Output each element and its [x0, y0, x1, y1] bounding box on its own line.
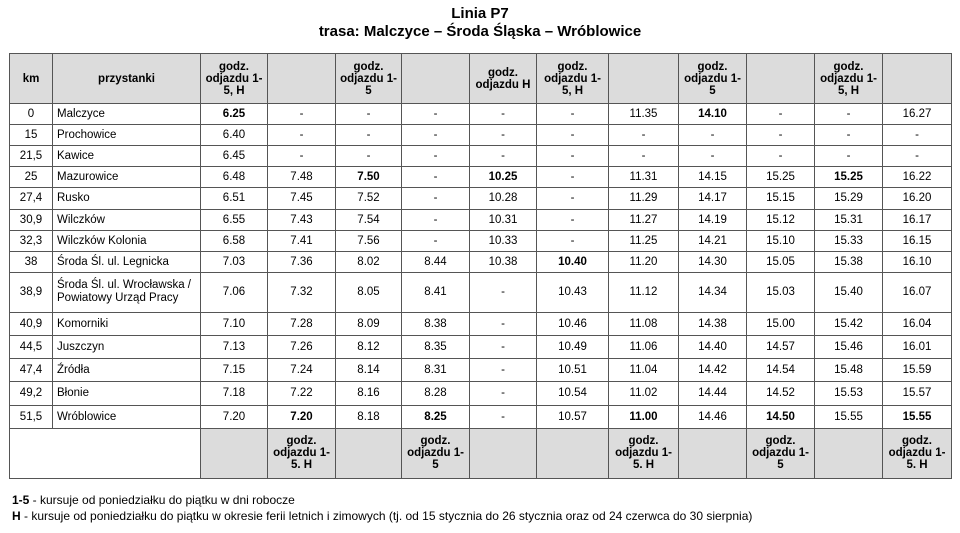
departure-time-cell: -	[537, 230, 609, 251]
departure-time-cell: 7.48	[268, 167, 336, 188]
departure-time-cell: 8.14	[336, 359, 402, 382]
stop-name-cell: Prochowice	[53, 125, 201, 146]
km-cell: 25	[10, 167, 53, 188]
departure-time-cell: -	[537, 167, 609, 188]
km-cell: 49,2	[10, 382, 53, 405]
departure-time-cell: -	[815, 125, 883, 146]
departure-time-cell: -	[883, 125, 952, 146]
departure-time-cell: 11.02	[609, 382, 679, 405]
departure-time-cell: 14.30	[679, 251, 747, 272]
departure-time-cell: -	[336, 125, 402, 146]
departure-time-cell: 11.00	[609, 405, 679, 428]
departure-time-cell: 8.38	[402, 313, 470, 336]
note-text: - kursuje od poniedziałku do piątku w okresie ferii letnich i zimowych (tj. od 15 stycznia do 26 stycznia oraz od 24 czerwca do 30 sierpnia)	[20, 509, 753, 523]
departure-col-header	[268, 54, 336, 104]
departure-time-cell: 15.59	[883, 359, 952, 382]
departure-time-cell: 15.29	[815, 188, 883, 209]
departure-time-cell: 8.05	[336, 272, 402, 312]
departure-time-cell: 15.12	[747, 209, 815, 230]
departure-time-cell: -	[470, 104, 537, 125]
departure-time-cell: -	[402, 125, 470, 146]
departure-time-cell: 7.18	[201, 382, 268, 405]
departure-time-cell: 10.57	[537, 405, 609, 428]
departure-time-cell: 10.54	[537, 382, 609, 405]
departure-time-cell: -	[336, 104, 402, 125]
departure-time-cell: 16.07	[883, 272, 952, 312]
departure-col-footer: godz. odjazdu 1-5	[402, 428, 470, 478]
departure-time-cell: 10.46	[537, 313, 609, 336]
departure-time-cell: -	[883, 146, 952, 167]
departure-time-cell: 7.20	[268, 405, 336, 428]
departure-time-cell: 7.24	[268, 359, 336, 382]
departure-time-cell: 6.45	[201, 146, 268, 167]
departure-col-footer	[470, 428, 537, 478]
stops-header: przystanki	[53, 54, 201, 104]
departure-time-cell: 14.57	[747, 336, 815, 359]
km-cell: 38	[10, 251, 53, 272]
departure-time-cell: 11.04	[609, 359, 679, 382]
stop-name-cell: Mazurowice	[53, 167, 201, 188]
departure-time-cell: -	[268, 146, 336, 167]
departure-col-footer: godz. odjazdu 1-5. H	[883, 428, 952, 478]
departure-time-cell: 11.35	[609, 104, 679, 125]
departure-time-cell: 8.09	[336, 313, 402, 336]
departure-time-cell: 7.20	[201, 405, 268, 428]
table-row	[10, 146, 952, 167]
km-cell: 51,5	[10, 405, 53, 428]
stop-name-cell: Wróblowice	[53, 405, 201, 428]
departure-time-cell: 14.10	[679, 104, 747, 125]
note-text: - kursuje od poniedziałku do piątku w dni robocze	[29, 493, 295, 507]
departure-time-cell: -	[679, 125, 747, 146]
departure-time-cell: 6.55	[201, 209, 268, 230]
departure-time-cell: -	[336, 146, 402, 167]
departure-time-cell: 14.44	[679, 382, 747, 405]
departure-time-cell: 16.10	[883, 251, 952, 272]
departure-time-cell: -	[470, 405, 537, 428]
departure-time-cell: 7.32	[268, 272, 336, 312]
departure-time-cell: 8.16	[336, 382, 402, 405]
departure-time-cell: 15.31	[815, 209, 883, 230]
departure-col-header: godz. odjazdu H	[470, 54, 537, 104]
departure-time-cell: -	[747, 104, 815, 125]
departure-col-footer: godz. odjazdu 1-5. H	[609, 428, 679, 478]
table-row	[10, 125, 952, 146]
stop-name-cell: Wilczków Kolonia	[53, 230, 201, 251]
departure-time-cell: -	[537, 125, 609, 146]
departure-time-cell: 7.28	[268, 313, 336, 336]
table-row	[10, 209, 952, 230]
departure-time-cell: 10.49	[537, 336, 609, 359]
departure-col-header: godz. odjazdu 1-5, H	[537, 54, 609, 104]
departure-time-cell: 10.28	[470, 188, 537, 209]
departure-col-header	[747, 54, 815, 104]
departure-time-cell: 16.04	[883, 313, 952, 336]
departure-time-cell: 7.50	[336, 167, 402, 188]
stop-name-cell: Juszczyn	[53, 336, 201, 359]
departure-time-cell: 14.38	[679, 313, 747, 336]
departure-time-cell: 15.25	[747, 167, 815, 188]
table-row	[10, 382, 952, 405]
departure-col-footer	[537, 428, 609, 478]
departure-time-cell: -	[268, 125, 336, 146]
departure-time-cell: 7.22	[268, 382, 336, 405]
departure-col-footer	[815, 428, 883, 478]
departure-time-cell: 8.41	[402, 272, 470, 312]
km-header: km	[10, 54, 53, 104]
departure-time-cell: 14.54	[747, 359, 815, 382]
departure-time-cell: 16.27	[883, 104, 952, 125]
km-cell: 30,9	[10, 209, 53, 230]
departure-time-cell: 7.54	[336, 209, 402, 230]
table-footer-row	[10, 428, 952, 478]
departure-time-cell: 15.10	[747, 230, 815, 251]
departure-col-header: godz. odjazdu 1-5	[336, 54, 402, 104]
departure-time-cell: 16.15	[883, 230, 952, 251]
table-row	[10, 230, 952, 251]
departure-time-cell: 7.41	[268, 230, 336, 251]
departure-time-cell: 14.19	[679, 209, 747, 230]
departure-time-cell: 16.17	[883, 209, 952, 230]
table-row	[10, 359, 952, 382]
departure-col-header	[883, 54, 952, 104]
departure-time-cell: 15.48	[815, 359, 883, 382]
footer-blank-cell	[10, 428, 201, 478]
table-row	[10, 336, 952, 359]
departure-time-cell: -	[470, 359, 537, 382]
departure-time-cell: 11.29	[609, 188, 679, 209]
departure-time-cell: -	[402, 167, 470, 188]
departure-time-cell: -	[470, 146, 537, 167]
departure-time-cell: 15.15	[747, 188, 815, 209]
departure-time-cell: 16.01	[883, 336, 952, 359]
departure-time-cell: 7.15	[201, 359, 268, 382]
departure-time-cell: -	[402, 146, 470, 167]
legend-notes	[12, 492, 752, 524]
departure-time-cell: 8.25	[402, 405, 470, 428]
departure-time-cell: 7.13	[201, 336, 268, 359]
departure-time-cell: 14.42	[679, 359, 747, 382]
departure-time-cell: -	[537, 188, 609, 209]
departure-time-cell: 15.00	[747, 313, 815, 336]
departure-time-cell: 8.44	[402, 251, 470, 272]
departure-time-cell: 15.38	[815, 251, 883, 272]
departure-time-cell: 6.25	[201, 104, 268, 125]
departure-time-cell: 6.51	[201, 188, 268, 209]
stop-name-cell: Błonie	[53, 382, 201, 405]
km-cell: 47,4	[10, 359, 53, 382]
table-row	[10, 272, 952, 312]
departure-time-cell: 6.40	[201, 125, 268, 146]
departure-time-cell: 7.45	[268, 188, 336, 209]
departure-time-cell: 8.28	[402, 382, 470, 405]
departure-time-cell: -	[679, 146, 747, 167]
departure-time-cell: 15.33	[815, 230, 883, 251]
stop-name-cell: Rusko	[53, 188, 201, 209]
stop-name-cell: Źródła	[53, 359, 201, 382]
note-weekdays	[12, 492, 752, 508]
departure-time-cell: 11.31	[609, 167, 679, 188]
departure-time-cell: -	[470, 336, 537, 359]
departure-time-cell: -	[470, 382, 537, 405]
departure-time-cell: 11.25	[609, 230, 679, 251]
km-cell: 21,5	[10, 146, 53, 167]
departure-time-cell: 15.25	[815, 167, 883, 188]
departure-time-cell: -	[747, 125, 815, 146]
departure-time-cell: 8.12	[336, 336, 402, 359]
stop-name-cell: Komorniki	[53, 313, 201, 336]
table-row	[10, 251, 952, 272]
departure-col-header: godz. odjazdu 1-5, H	[201, 54, 268, 104]
departure-time-cell: 15.53	[815, 382, 883, 405]
km-cell: 32,3	[10, 230, 53, 251]
note-key: 1-5	[12, 493, 30, 507]
departure-time-cell: 14.52	[747, 382, 815, 405]
km-cell: 40,9	[10, 313, 53, 336]
departure-col-header: godz. odjazdu 1-5, H	[815, 54, 883, 104]
timetable	[9, 53, 952, 479]
departure-time-cell: 14.50	[747, 405, 815, 428]
departure-time-cell: -	[537, 209, 609, 230]
departure-time-cell: 7.03	[201, 251, 268, 272]
departure-time-cell: -	[747, 146, 815, 167]
departure-col-footer: godz. odjazdu 1-5	[747, 428, 815, 478]
table-row	[10, 188, 952, 209]
route-title: trasa: Malczyce – Środa Śląska – Wróblowice	[318, 23, 642, 40]
departure-time-cell: -	[609, 146, 679, 167]
departure-time-cell: 11.20	[609, 251, 679, 272]
departure-time-cell: 7.36	[268, 251, 336, 272]
departure-time-cell: 10.43	[537, 272, 609, 312]
departure-time-cell: 11.06	[609, 336, 679, 359]
departure-time-cell: 14.46	[679, 405, 747, 428]
departure-time-cell: -	[470, 125, 537, 146]
departure-time-cell: 8.18	[336, 405, 402, 428]
departure-time-cell: 14.15	[679, 167, 747, 188]
km-cell: 15	[10, 125, 53, 146]
departure-col-footer	[336, 428, 402, 478]
departure-time-cell: 14.34	[679, 272, 747, 312]
departure-time-cell: 16.22	[883, 167, 952, 188]
departure-time-cell: 11.12	[609, 272, 679, 312]
departure-col-header: godz. odjazdu 1-5	[679, 54, 747, 104]
departure-time-cell: 14.40	[679, 336, 747, 359]
departure-time-cell: -	[402, 104, 470, 125]
departure-time-cell: 8.35	[402, 336, 470, 359]
departure-time-cell: 15.55	[883, 405, 952, 428]
departure-time-cell: 6.48	[201, 167, 268, 188]
departure-time-cell: -	[470, 313, 537, 336]
departure-time-cell: 10.25	[470, 167, 537, 188]
departure-time-cell: 7.52	[336, 188, 402, 209]
timetable-title: Linia P7	[451, 5, 509, 22]
table-row	[10, 313, 952, 336]
departure-time-cell: 8.02	[336, 251, 402, 272]
departure-time-cell: 6.58	[201, 230, 268, 251]
departure-time-cell: 7.06	[201, 272, 268, 312]
departure-col-header	[402, 54, 470, 104]
departure-time-cell: 15.05	[747, 251, 815, 272]
departure-time-cell: 11.27	[609, 209, 679, 230]
stop-name-cell: Środa Śl. ul. Wrocławska / Powiatowy Urząd Pracy	[53, 272, 201, 312]
table-header-row	[10, 54, 952, 104]
departure-time-cell: -	[268, 104, 336, 125]
departure-time-cell: 8.31	[402, 359, 470, 382]
departure-time-cell: 15.40	[815, 272, 883, 312]
stop-name-cell: Malczyce	[53, 104, 201, 125]
departure-time-cell: 7.10	[201, 313, 268, 336]
departure-col-header	[609, 54, 679, 104]
departure-time-cell: 15.57	[883, 382, 952, 405]
departure-time-cell: 10.31	[470, 209, 537, 230]
departure-time-cell: -	[815, 146, 883, 167]
departure-time-cell: -	[402, 188, 470, 209]
departure-time-cell: -	[815, 104, 883, 125]
departure-time-cell: 10.38	[470, 251, 537, 272]
departure-time-cell: 15.46	[815, 336, 883, 359]
table-row	[10, 104, 952, 125]
table-row	[10, 167, 952, 188]
departure-time-cell: 15.42	[815, 313, 883, 336]
departure-time-cell: 11.08	[609, 313, 679, 336]
stop-name-cell: Środa Śl. ul. Legnicka	[53, 251, 201, 272]
departure-time-cell: -	[537, 104, 609, 125]
departure-time-cell: 10.51	[537, 359, 609, 382]
departure-time-cell: -	[402, 230, 470, 251]
stop-name-cell: Kawice	[53, 146, 201, 167]
departure-time-cell: -	[609, 125, 679, 146]
stop-name-cell: Wilczków	[53, 209, 201, 230]
departure-time-cell: 7.43	[268, 209, 336, 230]
departure-time-cell: 15.03	[747, 272, 815, 312]
departure-time-cell: 14.17	[679, 188, 747, 209]
departure-col-footer: godz. odjazdu 1-5. H	[268, 428, 336, 478]
departure-time-cell: 7.56	[336, 230, 402, 251]
departure-time-cell: 10.40	[537, 251, 609, 272]
departure-time-cell: 15.55	[815, 405, 883, 428]
note-holidays	[12, 508, 752, 524]
departure-col-footer	[201, 428, 268, 478]
departure-time-cell: 14.21	[679, 230, 747, 251]
departure-col-footer	[679, 428, 747, 478]
departure-time-cell: 10.33	[470, 230, 537, 251]
km-cell: 38,9	[10, 272, 53, 312]
table-row	[10, 405, 952, 428]
departure-time-cell: 16.20	[883, 188, 952, 209]
km-cell: 44,5	[10, 336, 53, 359]
timetable-body	[10, 104, 952, 479]
departure-time-cell: -	[537, 146, 609, 167]
note-key: H	[12, 509, 21, 523]
departure-time-cell: -	[470, 272, 537, 312]
departure-time-cell: 7.26	[268, 336, 336, 359]
km-cell: 27,4	[10, 188, 53, 209]
km-cell: 0	[10, 104, 53, 125]
departure-time-cell: -	[402, 209, 470, 230]
